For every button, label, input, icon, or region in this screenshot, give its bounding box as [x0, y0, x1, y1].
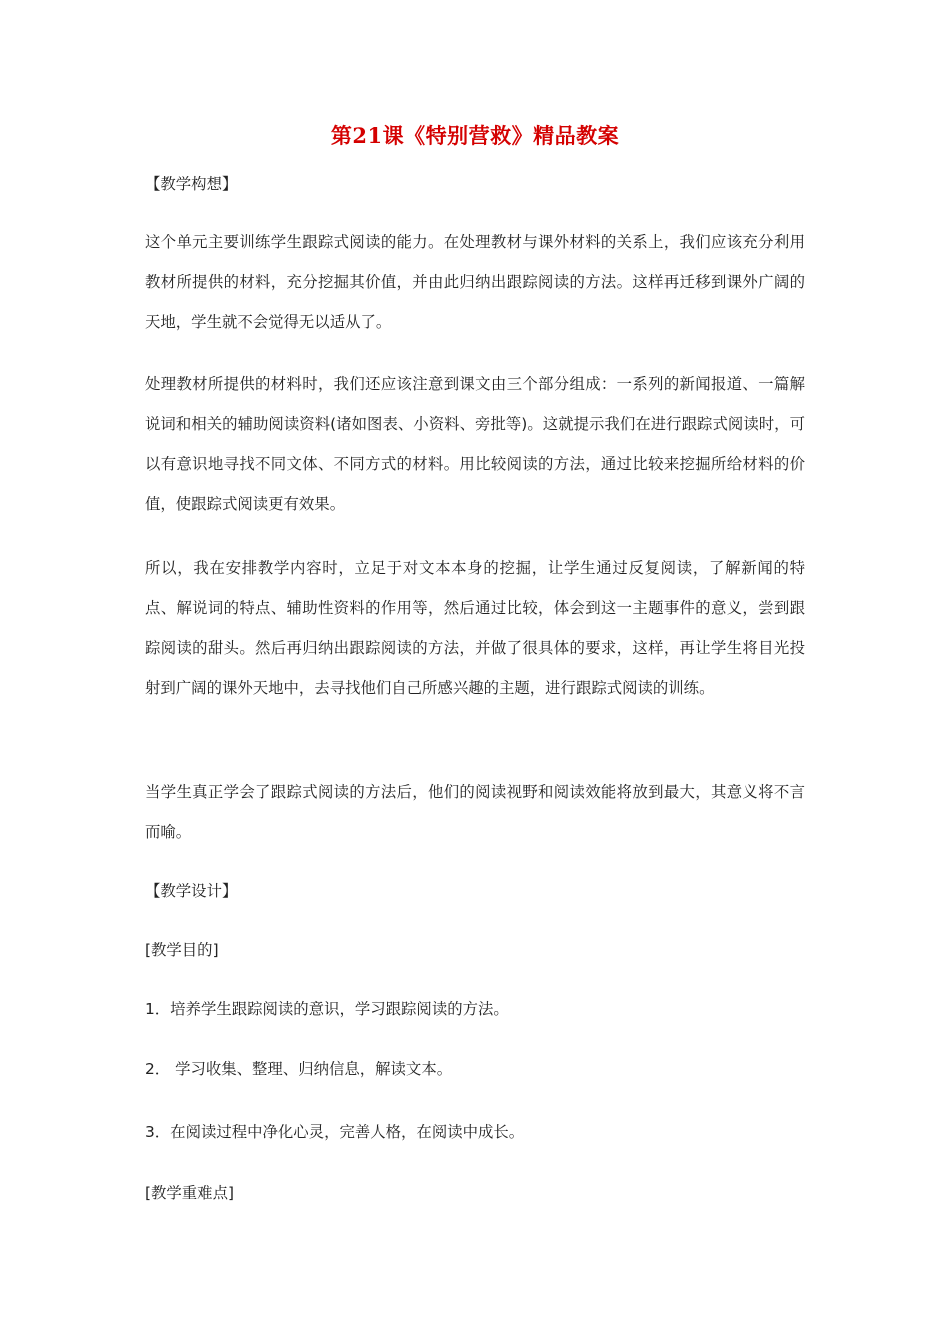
- subheading-goals: [教学目的]: [145, 941, 219, 959]
- paragraph-4: 当学生真正学会了跟踪式阅读的方法后，他们的阅读视野和阅读效能将放到最大，其意义将不言而喻。: [145, 783, 805, 841]
- document-title: 第21课《特别营救》精品教案: [330, 123, 620, 148]
- goal-item: 3．在阅读过程中净化心灵，完善人格，在阅读中成长。: [145, 1123, 525, 1141]
- paragraph-2: 处理教材所提供的材料时，我们还应该注意到课文由三个部分组成：一系列的新闻报道、一篇解说词和相关的辅助阅读资料(诸如图表、小资料、旁批等)。这就提示我们在进行跟踪式阅读时，可以有意识地寻找不同文体、不同方式的材料。用比较阅读的方法，通过比较来挖掘所给材料的价值，使跟踪式阅读更有效果。: [145, 375, 805, 513]
- section-heading-design: 【教学设计】: [145, 882, 238, 900]
- section-heading-idea: 【教学构想】: [145, 175, 238, 193]
- goal-item: 2． 学习收集、整理、归纳信息，解读文本。: [145, 1060, 453, 1078]
- paragraph-1: 这个单元主要训练学生跟踪式阅读的能力。在处理教材与课外材料的关系上，我们应该充分利用教材所提供的材料，充分挖掘其价值，并由此归纳出跟踪阅读的方法。这样再迁移到课外广阔的天地，学生就不会觉得无以适从了。: [145, 233, 805, 331]
- goal-item: 1．培养学生跟踪阅读的意识，学习跟踪阅读的方法。: [145, 1000, 509, 1018]
- paragraph-3: 所以，我在安排教学内容时，立足于对文本本身的挖掘，让学生通过反复阅读，了解新闻的特点、解说词的特点、辅助性资料的作用等，然后通过比较，体会到这一主题事件的意义，尝到跟踪阅读的甜头。然后再归纳出跟踪阅读的方法，并做了很具体的要求，这样，再让学生将目光投射到广阔的课外天地中，去寻找他们自己所感兴趣的主题，进行跟踪式阅读的训练。: [145, 559, 805, 697]
- subheading-key-points: [教学重难点]: [145, 1184, 234, 1202]
